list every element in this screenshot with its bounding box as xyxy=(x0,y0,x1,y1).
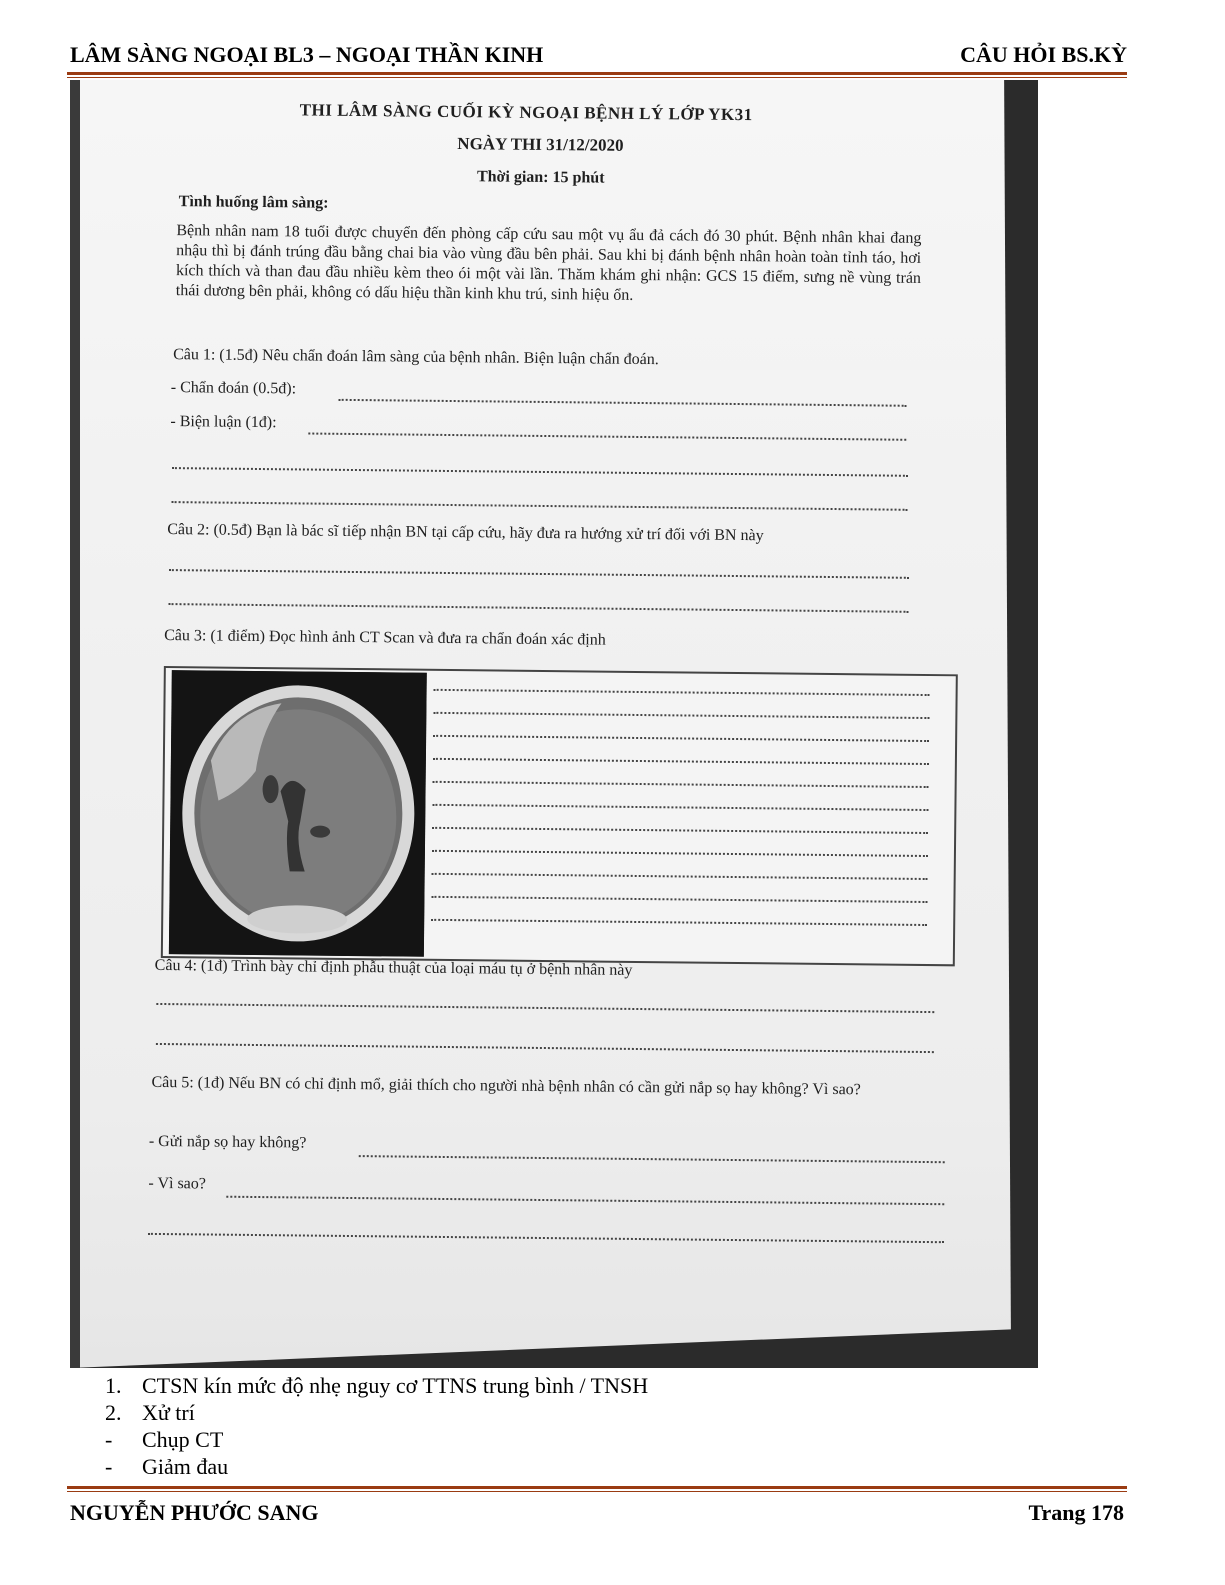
exam-time: Thời gian: 15 phút xyxy=(476,168,605,187)
question-5-why: - Vì sao? xyxy=(148,1174,207,1193)
answer-line xyxy=(432,827,928,834)
answer-line xyxy=(432,850,928,857)
answer-line xyxy=(433,781,929,788)
answer-line xyxy=(172,501,908,511)
question-5: Câu 5: (1đ) Nếu BN có chỉ định mổ, giải thích cho người nhà bệnh nhân có cần gửi nắp sọ hay không? Vì sao? xyxy=(151,1073,861,1099)
answer-line xyxy=(169,603,909,613)
list-item: 1. CTSN kín mức độ nhẹ nguy cơ TTNS trung bình / TNSH xyxy=(105,1373,649,1398)
answer-line xyxy=(433,712,929,719)
answer-line xyxy=(431,919,927,926)
answer-line xyxy=(432,804,928,811)
ct-scan-image xyxy=(169,670,427,957)
photo-edge xyxy=(70,80,80,1368)
header-rule xyxy=(67,72,1127,75)
answer-line xyxy=(169,569,909,579)
answer-line xyxy=(226,1196,944,1206)
scenario-heading: Tình huống lâm sàng: xyxy=(178,193,329,212)
answer-line xyxy=(339,399,907,407)
header-left: LÂM SÀNG NGOẠI BL3 – NGOẠI THẦN KINH xyxy=(70,42,544,67)
answer-line xyxy=(156,1003,934,1013)
ct-scan-graphic xyxy=(169,670,427,957)
answer-line xyxy=(433,758,929,765)
header-rule-thin xyxy=(67,77,1127,78)
question-3: Câu 3: (1 điểm) Đọc hình ảnh CT Scan và đưa ra chẩn đoán xác định xyxy=(164,627,606,649)
list-item: - Chụp CT xyxy=(105,1427,224,1452)
header-right: CÂU HỎI BS.KỲ xyxy=(960,42,1127,67)
question-1-reasoning: - Biện luận (1đ): xyxy=(170,413,277,432)
answer-line xyxy=(308,433,906,441)
footer-rule xyxy=(67,1486,1127,1489)
answer-line xyxy=(434,689,930,696)
question-5-send: - Gửi nắp sọ hay không? xyxy=(148,1132,307,1152)
page-header xyxy=(70,42,1127,68)
question-1: Câu 1: (1.5đ) Nêu chẩn đoán lâm sàng của bệnh nhân. Biện luận chẩn đoán. xyxy=(173,346,659,369)
exam-date: NGÀY THI 31/12/2020 xyxy=(457,134,624,155)
exam-sheet xyxy=(70,80,1038,1368)
exam-photo xyxy=(70,80,1038,1368)
page-number: Trang 178 xyxy=(1028,1500,1124,1525)
question-2: Câu 2: (0.5đ) Bạn là bác sĩ tiếp nhận BN tại cấp cứu, hãy đưa ra hướng xử trí đối với BN này xyxy=(167,521,764,545)
footer-rule-thin xyxy=(67,1491,1127,1492)
question-1-diagnosis: - Chẩn đoán (0.5đ): xyxy=(170,379,297,398)
answer-line xyxy=(148,1233,944,1243)
answer-line xyxy=(359,1155,945,1163)
list-item: 2. Xử trí xyxy=(105,1400,195,1425)
ct-scan-box xyxy=(161,666,958,966)
answer-line xyxy=(431,896,927,903)
exam-title: THI LÂM SÀNG CUỐI KỲ NGOẠI BỆNH LÝ LỚP YK31 xyxy=(299,100,753,125)
scenario-text: Bệnh nhân nam 18 tuổi được chuyển đến phòng cấp cứu sau một vụ ẩu đả cách đó 30 phút. Bệnh nhân khai đang nhậu thì bị đánh trúng đầu bằng chai bia vào vùng đầu bên phải. Sau khi bị đánh bệnh nhân hoàn toàn tỉnh táo, hơi kích thích và than đau đầu nhiều kèm theo ói một vài lần. Thăm khám ghi nhận: GCS 15 điểm, sưng nề vùng trán thái dương bên phải, không có dấu hiệu thần kinh khu trú, sinh hiệu ổn. xyxy=(175,222,922,304)
page-footer xyxy=(70,1500,1124,1526)
answer-line xyxy=(433,735,929,742)
author-name: NGUYỄN PHƯỚC SANG xyxy=(70,1500,319,1525)
question-4: Câu 4: (1đ) Trình bày chỉ định phẫu thuật của loại máu tụ ở bệnh nhân này xyxy=(154,956,633,979)
answer-list xyxy=(105,1372,648,1480)
list-item: - Giảm đau xyxy=(105,1454,229,1479)
answer-line xyxy=(432,873,928,880)
answer-line xyxy=(156,1043,934,1053)
answer-line xyxy=(172,467,908,477)
